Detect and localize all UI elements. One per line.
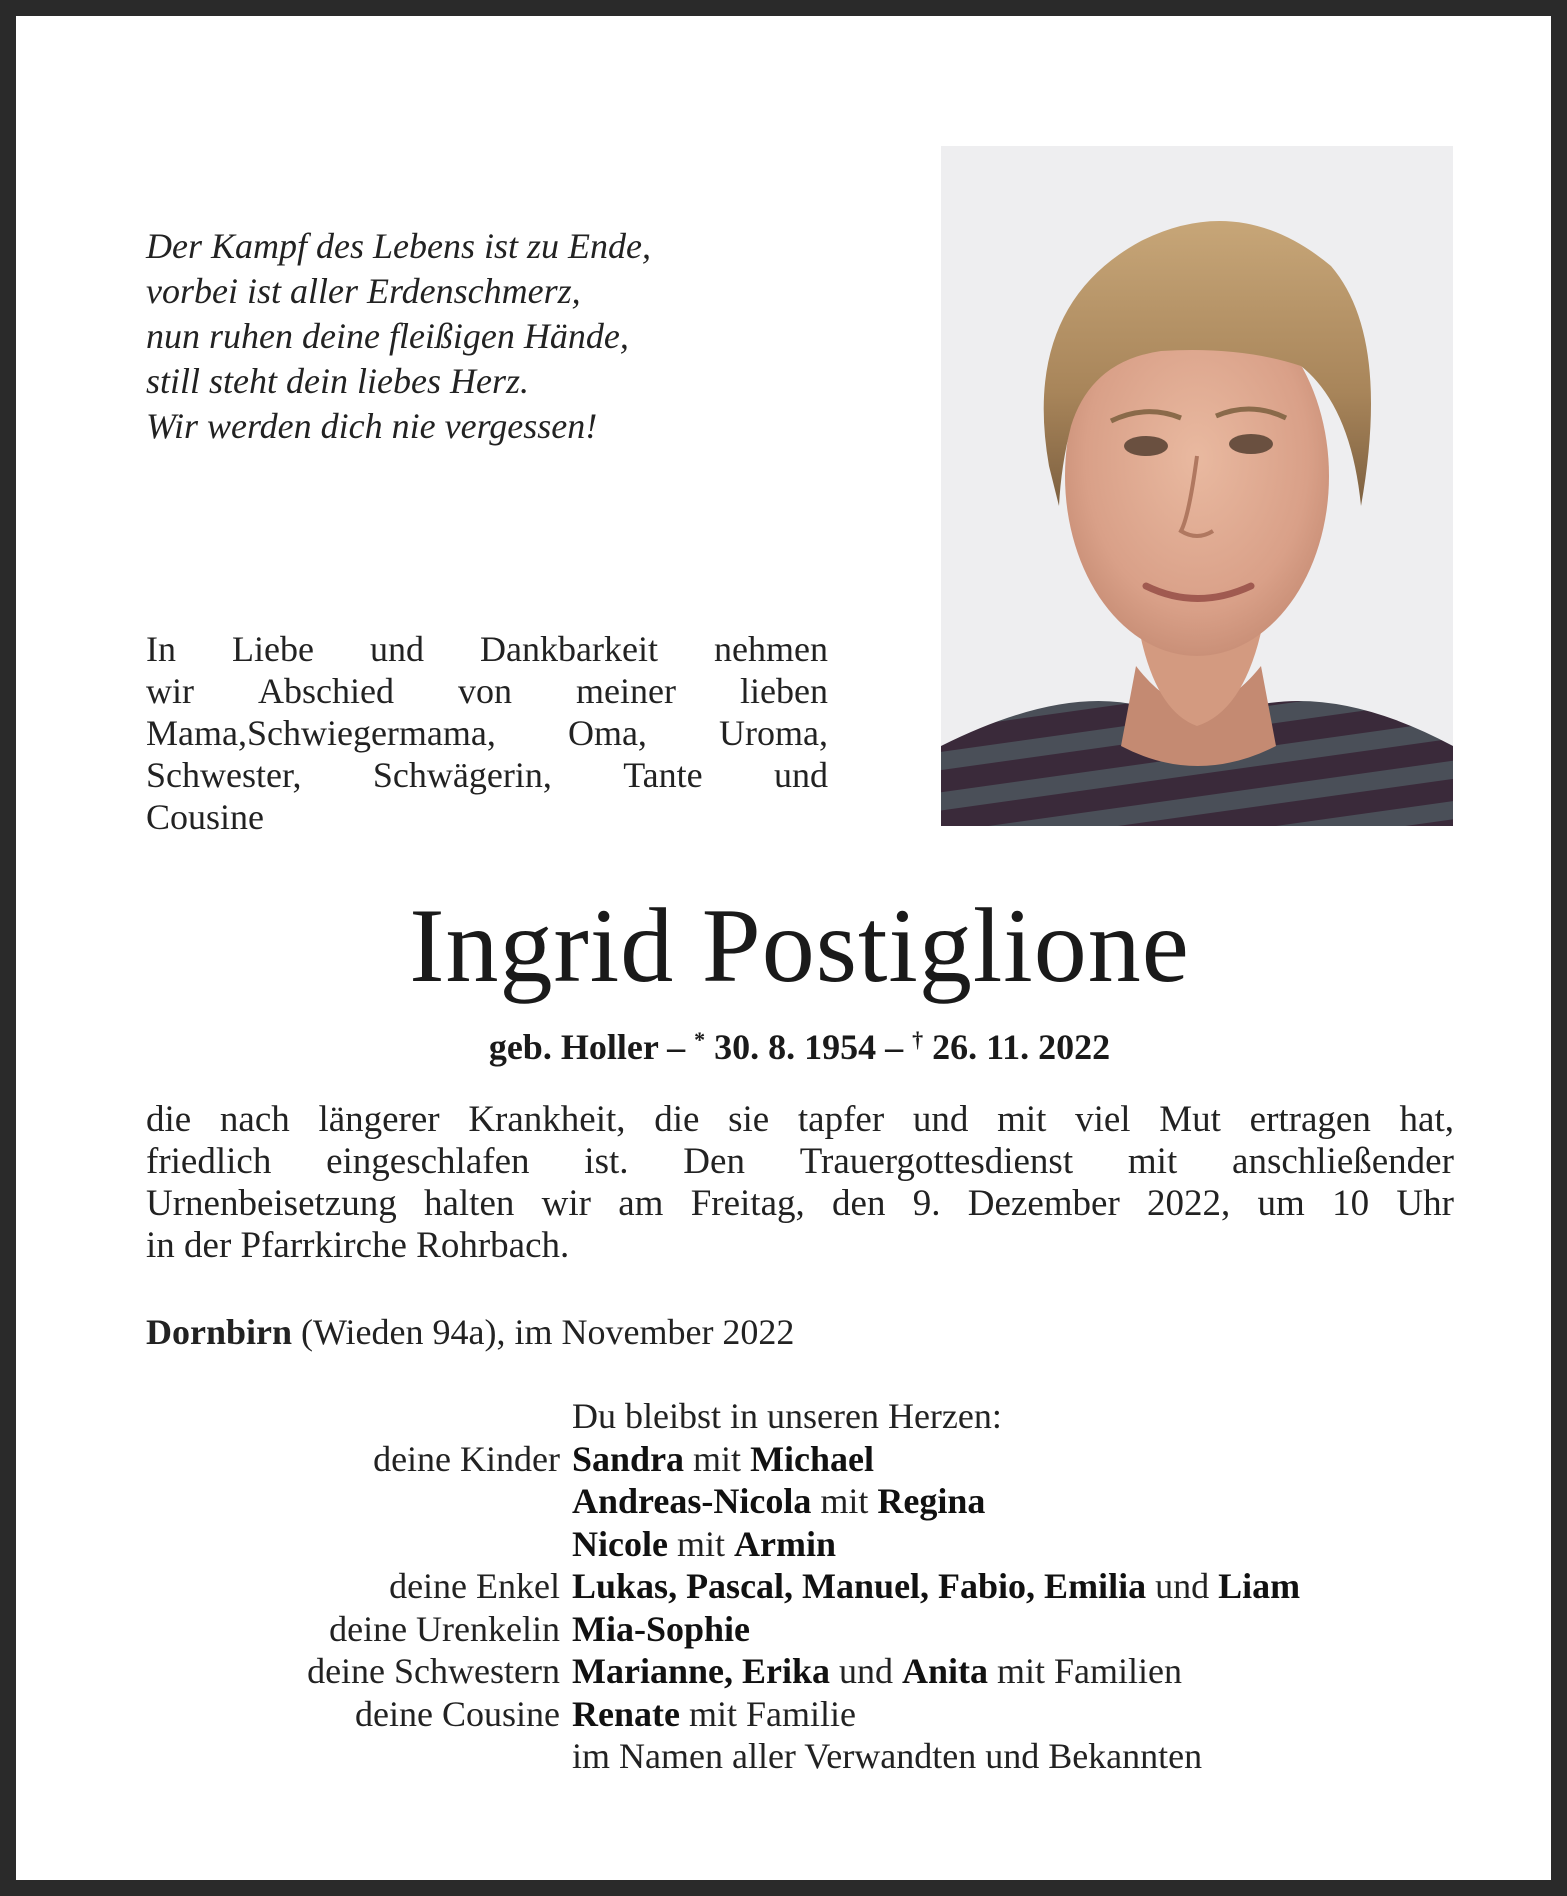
word: tapfer — [797, 1099, 885, 1140]
word: mit — [997, 1099, 1047, 1140]
word: die — [146, 1099, 192, 1140]
word: mit — [1127, 1141, 1178, 1182]
mourner-name: Sandra — [572, 1438, 685, 1479]
intro-line — [146, 712, 828, 754]
word: Krankheit, — [468, 1099, 626, 1140]
mourner-names — [572, 1650, 1182, 1693]
word: halten — [423, 1183, 515, 1224]
poem-line: still steht dein liebes Herz. — [146, 361, 529, 401]
word: Dezember — [967, 1183, 1120, 1224]
word: Abschied — [258, 671, 394, 711]
word: friedlich — [146, 1141, 272, 1182]
mourner-name: Michael — [750, 1438, 875, 1479]
address-date: (Wieden 94a), im November 2022 — [292, 1312, 795, 1352]
poem-line: vorbei ist aller Erdenschmerz, — [146, 271, 581, 311]
word: viel — [1075, 1099, 1131, 1140]
conjunction: mit — [684, 1438, 751, 1479]
mourner-name: Mia-Sophie — [572, 1608, 751, 1649]
mourner-name: Marianne, Erika — [572, 1651, 830, 1691]
word: In — [146, 629, 176, 669]
mourner-name: Armin — [733, 1523, 836, 1564]
mourner-row — [16, 1608, 1567, 1651]
poem — [146, 224, 846, 449]
suffix: mit Familien — [988, 1651, 1183, 1691]
word: anschließender — [1232, 1141, 1454, 1182]
word: 9. — [912, 1183, 941, 1224]
word: längerer — [318, 1099, 440, 1140]
word: Urnenbeisetzung — [146, 1183, 397, 1224]
word: Uroma, — [719, 713, 828, 753]
body-line — [146, 1225, 1454, 1267]
word: die — [654, 1099, 700, 1140]
mourners-list — [16, 1395, 1567, 1778]
death-symbol: † — [912, 1027, 924, 1052]
mourner-row — [16, 1523, 1567, 1566]
intro-line — [146, 670, 828, 712]
word: nehmen — [714, 629, 828, 669]
relation-label: deine Kinder — [373, 1438, 560, 1479]
mourner-row — [16, 1735, 1567, 1778]
word: Dankbarkeit — [480, 629, 658, 669]
relation-label: deine Cousine — [355, 1693, 560, 1734]
relation-label: deine Urenkelin — [329, 1608, 560, 1649]
birth-death-line — [16, 1018, 1567, 1069]
word: Den — [683, 1141, 745, 1182]
mourner-row — [16, 1650, 1567, 1693]
word: ertragen — [1249, 1099, 1371, 1140]
mourner-name: Anita — [902, 1651, 989, 1691]
word: lieben — [739, 671, 828, 711]
word: eingeschlafen — [326, 1141, 530, 1182]
mourner-names — [572, 1523, 836, 1566]
word: am — [618, 1183, 664, 1224]
word: Mut — [1159, 1099, 1221, 1140]
word: Trauergottesdienst — [799, 1141, 1074, 1182]
word: wir — [541, 1183, 591, 1224]
mourner-names — [572, 1693, 856, 1736]
intro-text — [146, 628, 828, 838]
suffix: mit Familie — [679, 1693, 856, 1734]
conjunction: mit — [667, 1523, 734, 1564]
poem-line: nun ruhen deine fleißigen Hände, — [146, 316, 629, 356]
birth-symbol: * — [694, 1027, 706, 1052]
mourner-names — [572, 1608, 750, 1651]
mourner-name: Regina — [877, 1481, 986, 1521]
word: Schwägerin, — [372, 755, 552, 795]
word: und — [773, 755, 828, 795]
body-line — [146, 1099, 1454, 1141]
mourner-name: Andreas-Nicola — [572, 1481, 812, 1521]
relation-label: deine Enkel — [389, 1566, 560, 1606]
mourner-name: Nicole — [572, 1523, 668, 1564]
word: 10 — [1332, 1183, 1370, 1224]
intro-line — [146, 628, 828, 670]
mourner-row — [16, 1693, 1567, 1736]
portrait-photo — [941, 146, 1453, 826]
mourner-name: Renate — [572, 1693, 680, 1734]
mourner-name: Liam — [1218, 1566, 1301, 1606]
conjunction: und — [1146, 1566, 1219, 1606]
intro-line — [146, 754, 828, 796]
word: hat, — [1399, 1099, 1454, 1140]
mourner-row — [16, 1480, 1567, 1523]
city: Dornbirn — [146, 1312, 293, 1352]
birth-date: 30. 8. 1954 – — [705, 1027, 913, 1067]
mourner-names — [572, 1480, 985, 1523]
word: den — [832, 1183, 886, 1224]
word: und — [370, 629, 425, 669]
body-line — [146, 1183, 1454, 1225]
word: 2022, — [1147, 1183, 1231, 1224]
poem-line: Wir werden dich nie vergessen! — [146, 406, 598, 446]
word: in der Pfarrkirche Rohrbach. — [146, 1225, 570, 1266]
word: Tante — [623, 755, 703, 795]
poem-line: Der Kampf des Lebens ist zu Ende, — [146, 226, 651, 266]
conjunction: und — [830, 1651, 902, 1691]
maiden-name: geb. Holler – — [488, 1027, 695, 1067]
body-line — [146, 1141, 1454, 1183]
word: Liebe — [232, 629, 314, 669]
mourner-names — [572, 1565, 1300, 1608]
mourner-row — [16, 1565, 1567, 1608]
word: nach — [219, 1099, 290, 1140]
closing-line: im Namen aller Verwandten und Bekannten — [572, 1736, 1203, 1776]
intro-line — [146, 796, 828, 838]
word: Freitag, — [690, 1183, 805, 1224]
word: um — [1257, 1183, 1305, 1224]
deceased-name: Ingrid Postiglione — [409, 887, 1190, 1004]
death-date: 26. 11. 2022 — [923, 1027, 1111, 1067]
relation-label: deine Schwestern — [307, 1651, 560, 1691]
word: und — [912, 1099, 969, 1140]
mourner-row — [16, 1438, 1567, 1481]
place-and-date — [146, 1310, 1346, 1354]
word: Schwester, — [146, 755, 302, 795]
word: sie — [728, 1099, 770, 1140]
mourners-heading: Du bleibst in unseren Herzen: — [572, 1396, 1002, 1436]
mourners-heading-row — [16, 1395, 1567, 1438]
mourner-names — [572, 1438, 874, 1481]
word: von — [458, 671, 512, 711]
word: ist. — [584, 1141, 629, 1182]
word: Oma, — [567, 713, 647, 753]
word: Cousine — [146, 797, 265, 837]
word: Mama,Schwiegermama, — [146, 713, 496, 753]
mourner-name: Lukas, Pascal, Manuel, Fabio, Emilia — [572, 1566, 1147, 1606]
conjunction: mit — [811, 1481, 878, 1521]
word: meiner — [576, 671, 676, 711]
word: wir — [146, 671, 194, 711]
portrait-illustration — [941, 146, 1453, 826]
announcement-text — [146, 1099, 1454, 1267]
word: Uhr — [1396, 1183, 1454, 1224]
